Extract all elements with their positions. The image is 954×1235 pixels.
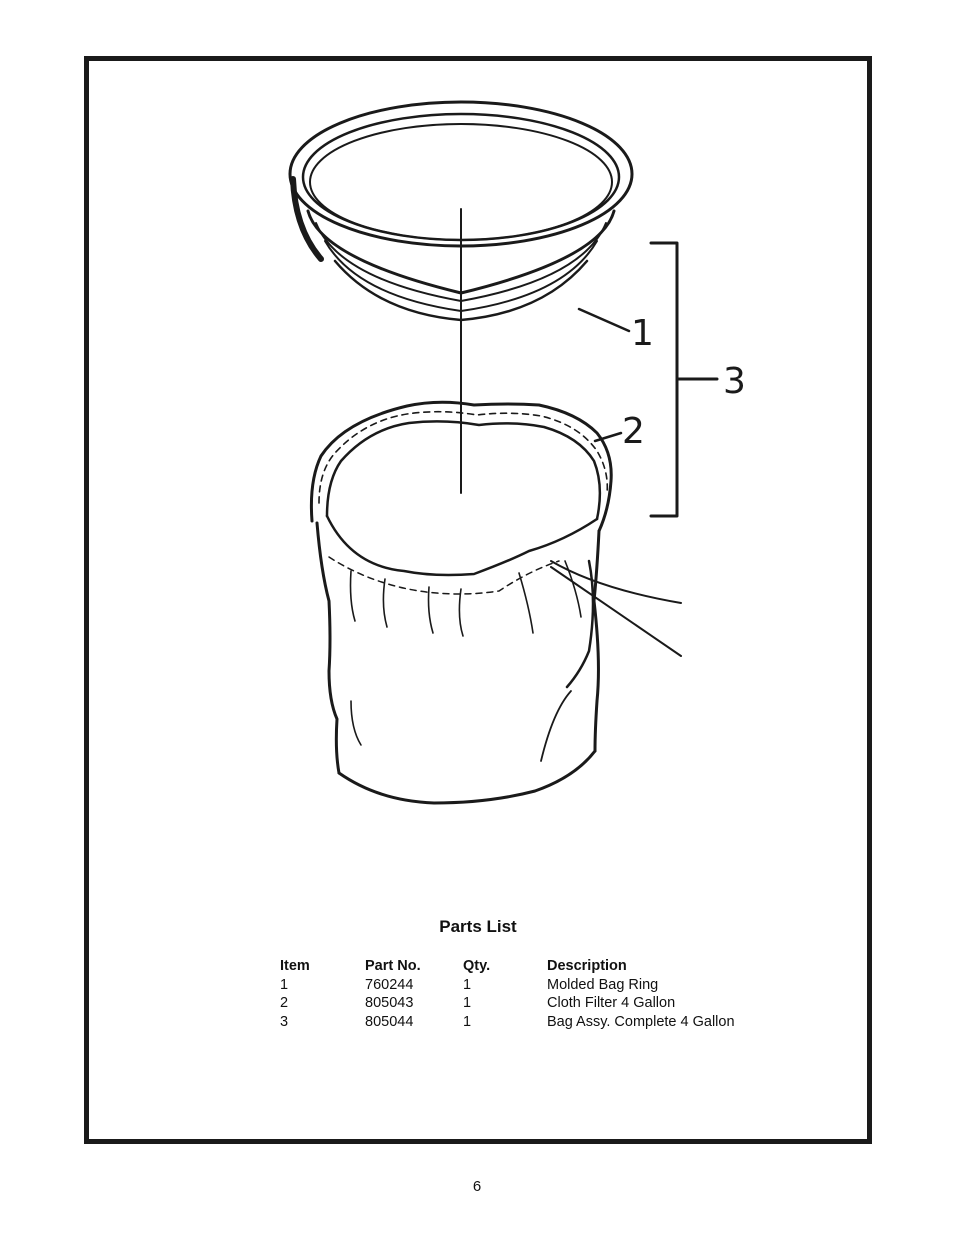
page-number: 6 <box>472 1178 482 1195</box>
table-row <box>280 994 767 1013</box>
assembly-bracket <box>651 243 717 516</box>
exploded-parts-diagram <box>89 61 867 861</box>
header-part-no: Part No. <box>365 958 421 974</box>
cloth-filter-bag <box>311 402 681 803</box>
cell-part-no: 805043 <box>365 995 414 1011</box>
parts-table-header <box>280 957 767 976</box>
cell-item: 3 <box>280 1013 289 1030</box>
cell-qty: 1 <box>463 1013 472 1030</box>
parts-list-title: Parts List <box>439 917 517 936</box>
cell-item: 2 <box>280 995 289 1011</box>
cell-item: 1 <box>280 976 289 993</box>
header-qty: Qty. <box>463 958 491 974</box>
callout-3: 3 <box>723 361 746 402</box>
header-item: Item <box>280 958 310 974</box>
parts-table <box>280 957 767 1031</box>
cell-part-no: 805044 <box>365 1013 414 1030</box>
header-description: Description <box>547 958 627 974</box>
cell-qty: 1 <box>463 995 472 1011</box>
cell-qty: 1 <box>463 976 472 993</box>
cell-description: Molded Bag Ring <box>547 976 659 993</box>
callout-1: 1 <box>631 313 654 354</box>
table-row <box>280 1013 767 1032</box>
cell-description: Bag Assy. Complete 4 Gallon <box>547 1013 735 1030</box>
page-frame <box>84 56 872 1144</box>
cell-part-no: 760244 <box>365 976 414 993</box>
cell-description: Cloth Filter 4 Gallon <box>547 995 676 1011</box>
leader-line-1 <box>579 309 629 331</box>
table-row <box>280 976 767 995</box>
callout-2: 2 <box>622 411 645 452</box>
